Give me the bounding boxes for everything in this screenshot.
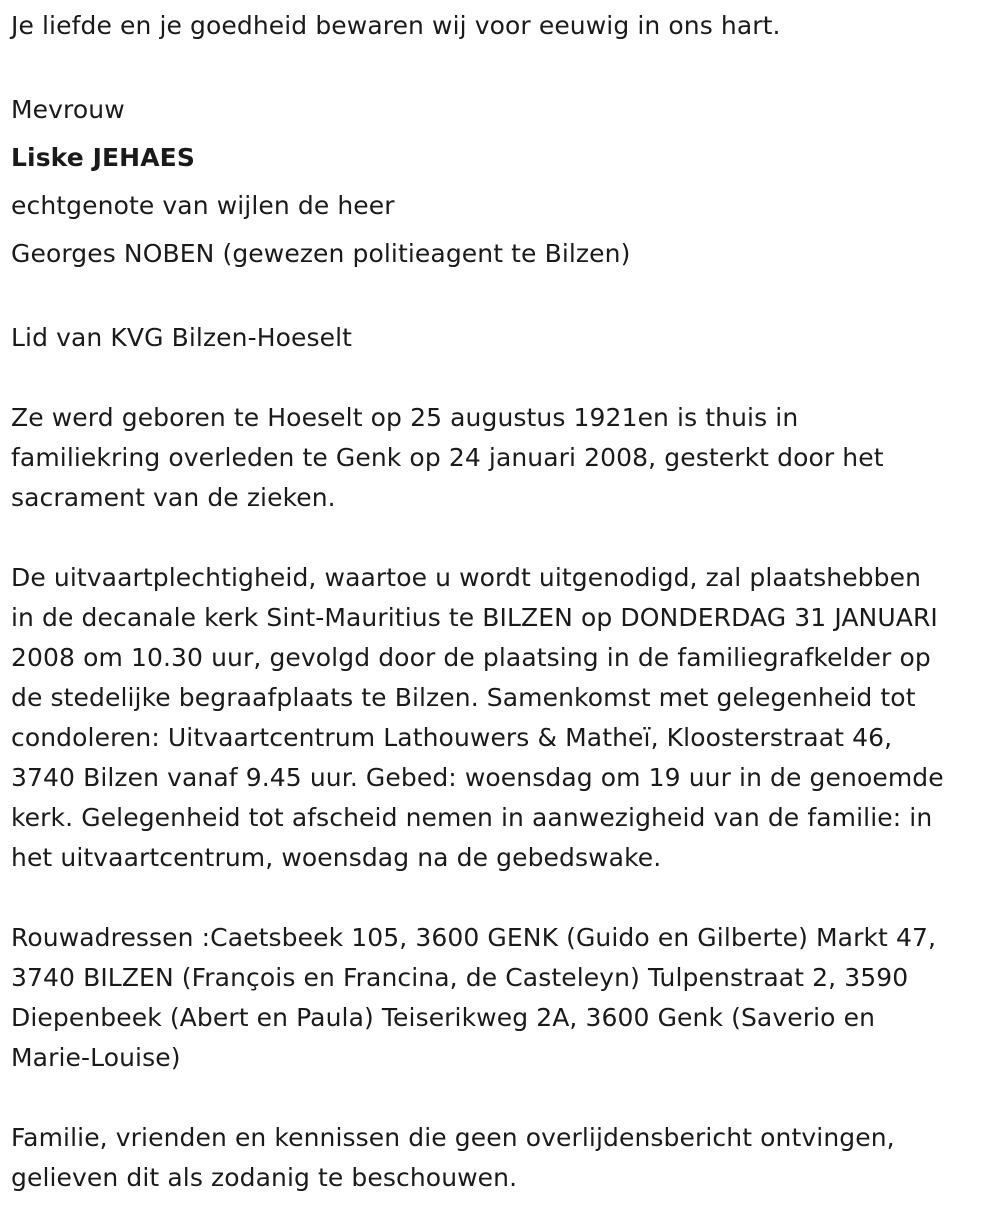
deceased-name: Liske JEHAES (11, 143, 195, 172)
paragraph-line: het uitvaartcentrum, woensdag na de gebedswake. (11, 843, 662, 872)
membership-text: Lid van KVG Bilzen-Hoeselt (11, 323, 353, 352)
paragraph-line: sacrament van de zieken. (11, 483, 336, 512)
intro-text: Je liefde en je goedheid bewaren wij voor eeuwig in ons hart. (11, 11, 781, 40)
paragraph-line: Rouwadressen :Caetsbeek 105, 3600 GENK (Guido en Gilberte) Markt 47, (11, 923, 937, 952)
ceremony-paragraph (11, 558, 1000, 878)
paragraph-line: familiekring overleden te Genk op 24 januari 2008, gesterkt door het (11, 443, 884, 472)
paragraph-line: Marie-Louise) (11, 1043, 181, 1072)
paragraph-line: De uitvaartplechtigheid, waartoe u wordt uitgenodigd, zal plaatshebben (11, 563, 922, 592)
paragraph-line: Familie, vrienden en kennissen die geen overlijdensbericht ontvingen, (11, 1123, 895, 1152)
spouse-line-1: echtgenote van wijlen de heer (11, 191, 395, 220)
paragraph-line: Ze werd geboren te Hoeselt op 25 augustus 1921en is thuis in (11, 403, 799, 432)
paragraph-line: 3740 BILZEN (François en Francina, de Casteleyn) Tulpenstraat 2, 3590 (11, 963, 909, 992)
closing-paragraph (11, 1118, 1000, 1198)
paragraph-line: kerk. Gelegenheid tot afscheid nemen in aanwezigheid van de familie: in (11, 803, 933, 832)
birth-death-paragraph (11, 398, 1000, 518)
paragraph-line: de stedelijke begraafplaats te Bilzen. Samenkomst met gelegenheid tot (11, 683, 916, 712)
paragraph-line: Diepenbeek (Abert en Paula) Teiserikweg 2A, 3600 Genk (Saverio en (11, 1003, 876, 1032)
paragraph-line: condoleren: Uitvaartcentrum Lathouwers & Matheï, Kloosterstraat 46, (11, 723, 893, 752)
paragraph-line: 3740 Bilzen vanaf 9.45 uur. Gebed: woensdag om 19 uur in de genoemde (11, 763, 944, 792)
salutation: Mevrouw (11, 95, 125, 124)
addresses-paragraph (11, 918, 1000, 1078)
paragraph-line: gelieven dit als zodanig te beschouwen. (11, 1163, 518, 1192)
paragraph-line: 2008 om 10.30 uur, gevolgd door de plaatsing in de familiegrafkelder op (11, 643, 931, 672)
paragraph-line: in de decanale kerk Sint-Mauritius te BILZEN op DONDERDAG 31 JANUARI (11, 603, 938, 632)
spouse-line-2: Georges NOBEN (gewezen politieagent te Bilzen) (11, 239, 631, 268)
